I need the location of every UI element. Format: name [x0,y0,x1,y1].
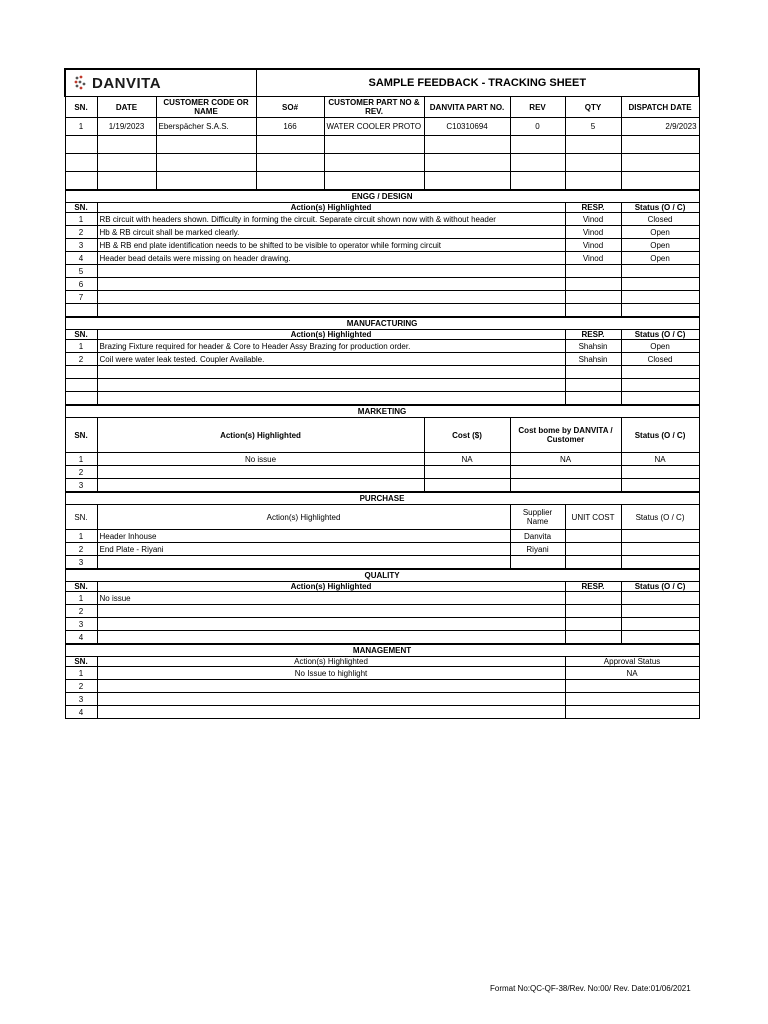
status-cell: NA [621,453,699,466]
resp-cell: Vinod [565,252,621,265]
action-text [97,265,565,278]
logo-text: DANVITA [92,74,162,92]
table-row [65,136,699,154]
section-header-row [65,330,699,340]
table-cell [324,136,424,154]
row-number: 2 [65,543,97,556]
column-header: SN. [65,505,97,530]
status-cell [621,304,699,318]
column-header: RESP. [565,330,621,340]
row-number: 3 [65,618,97,631]
table-cell [565,154,621,172]
row-number: 2 [65,353,97,366]
main-header-row [65,97,699,118]
section-title: MARKETING [65,405,699,418]
column-header: Action(s) Highlighted [97,505,510,530]
approval-cell [565,693,699,706]
resp-cell [565,291,621,304]
table-cell [424,136,510,154]
column-header: RESP. [565,582,621,592]
column-header: SN. [65,97,97,118]
section-title: PURCHASE [65,492,699,505]
table-cell: WATER COOLER PROTO [324,118,424,136]
status-cell [621,592,699,605]
row-number: 1 [65,453,97,466]
supplier-cell: Danvita [510,530,565,543]
table-cell [97,136,156,154]
cost-borne-cell [510,479,621,493]
table-row [65,340,699,353]
table-cell: 5 [565,118,621,136]
column-header: CUSTOMER CODE OR NAME [156,97,256,118]
action-text [97,392,565,406]
column-header: SN. [65,657,97,667]
table-row [65,252,699,265]
section-title-row [65,492,699,505]
row-number: 3 [65,556,97,570]
resp-cell: Shahsin [565,340,621,353]
cost-cell [424,479,510,493]
column-header: UNIT COST [565,505,621,530]
cost-borne-cell: NA [510,453,621,466]
status-cell [621,618,699,631]
section-title: ENGG / DESIGN [65,190,699,203]
table-cell [256,154,324,172]
table-row [65,379,699,392]
resp-cell [565,605,621,618]
action-text: End Plate - Riyani [97,543,510,556]
row-number: 1 [65,213,97,226]
table-row [65,706,699,719]
table-row [65,172,699,191]
table-cell [565,136,621,154]
table-cell [256,136,324,154]
section-header-row [65,418,699,453]
section-header-row [65,505,699,530]
resp-cell: Vinod [565,213,621,226]
action-text: Hb & RB circuit shall be marked clearly. [97,226,565,239]
resp-cell [565,592,621,605]
section-title: MANUFACTURING [65,317,699,330]
table-row [65,667,699,680]
row-number: 3 [65,239,97,252]
section-title-row [65,405,699,418]
section-title: MANAGEMENT [65,644,699,657]
column-header: Approval Status [565,657,699,667]
page-title: SAMPLE FEEDBACK - TRACKING SHEET [256,69,699,97]
table-row [65,118,699,136]
row-number [65,304,97,318]
table-cell [65,154,97,172]
table-cell: C10310694 [424,118,510,136]
column-header: Status (O / C) [621,203,699,213]
action-text [97,479,424,493]
row-number [65,366,97,379]
table-cell [424,154,510,172]
action-text: No issue [97,453,424,466]
resp-cell [565,278,621,291]
table-cell [510,136,565,154]
format-footer: Format No:QC-QF-38/Rev. No:00/ Rev. Date:01/06/2021 [490,984,691,993]
approval-cell [565,706,699,719]
column-header: SN. [65,418,97,453]
table-row [65,618,699,631]
table-row [65,530,699,543]
action-text [97,304,565,318]
column-header: Status (O / C) [621,582,699,592]
status-cell [621,556,699,570]
resp-cell: Vinod [565,239,621,252]
table-row [65,154,699,172]
column-header: REV [510,97,565,118]
table-cell [65,172,97,191]
table-cell [156,172,256,191]
row-number: 1 [65,667,97,680]
column-header: Action(s) Highlighted [97,657,565,667]
table-row [65,265,699,278]
section-title: QUALITY [65,569,699,582]
column-header: SO# [256,97,324,118]
row-number: 2 [65,605,97,618]
action-text [97,631,565,645]
row-number: 3 [65,479,97,493]
table-cell [621,154,699,172]
action-text [97,556,510,570]
row-number: 4 [65,706,97,719]
table-cell: 166 [256,118,324,136]
section-title-row [65,317,699,330]
table-cell [510,154,565,172]
table-cell [97,154,156,172]
status-cell [621,466,699,479]
approval-cell [565,680,699,693]
supplier-cell: Riyani [510,543,565,556]
column-header: SN. [65,582,97,592]
column-header: DANVITA PART NO. [424,97,510,118]
approval-cell: NA [565,667,699,680]
status-cell: Closed [621,213,699,226]
status-cell [621,291,699,304]
column-header: QTY [565,97,621,118]
action-text: Brazing Fixture required for header & Core to Header Assy Brazing for production order. [97,340,565,353]
section-title-row [65,644,699,657]
column-header: SN. [65,203,97,213]
status-cell: Closed [621,353,699,366]
action-text [97,618,565,631]
column-header: Status (O / C) [621,418,699,453]
table-cell [97,172,156,191]
status-cell [621,479,699,493]
row-number: 2 [65,680,97,693]
column-header: CUSTOMER PART NO & REV. [324,97,424,118]
row-number: 6 [65,278,97,291]
action-text [97,693,565,706]
column-header: Status (O / C) [621,330,699,340]
resp-cell [565,304,621,318]
section-header-row [65,657,699,667]
table-row [65,278,699,291]
action-text: No issue [97,592,565,605]
table-cell [65,136,97,154]
column-header: Action(s) Highlighted [97,203,565,213]
section-header-row [65,582,699,592]
row-number: 7 [65,291,97,304]
column-header: Action(s) Highlighted [97,330,565,340]
status-cell [621,605,699,618]
status-cell: Open [621,252,699,265]
row-number: 2 [65,226,97,239]
table-cell [256,172,324,191]
action-text [97,466,424,479]
table-cell [510,172,565,191]
table-row [65,680,699,693]
table-row [65,304,699,318]
table-row [65,366,699,379]
table-cell: 1/19/2023 [97,118,156,136]
column-header: Cost ($) [424,418,510,453]
status-cell [621,631,699,645]
table-cell [156,154,256,172]
status-cell [621,379,699,392]
table-row [65,592,699,605]
row-number: 4 [65,252,97,265]
supplier-cell [510,556,565,570]
status-cell [621,530,699,543]
row-number: 4 [65,631,97,645]
table-row [65,466,699,479]
table-cell: Eberspächer S.A.S. [156,118,256,136]
action-text [97,379,565,392]
table-cell [565,172,621,191]
resp-cell [565,618,621,631]
table-row [65,453,699,466]
status-cell [621,265,699,278]
status-cell [621,366,699,379]
table-row [65,631,699,645]
action-text: HB & RB end plate identification needs to be shifted to be visible to operator while forming circuit [97,239,565,252]
action-text: RB circuit with headers shown. Difficulty in forming the circuit. Separate circuit shown now with & without header [97,213,565,226]
action-text: Coil were water leak tested. Coupler Available. [97,353,565,366]
unit-cost-cell [565,543,621,556]
row-number: 1 [65,340,97,353]
action-text [97,706,565,719]
column-header: Supplier Name [510,505,565,530]
resp-cell [565,366,621,379]
resp-cell: Vinod [565,226,621,239]
danvita-logo-icon [74,75,88,91]
table-row [65,392,699,406]
table-cell [621,136,699,154]
sheet-table [64,68,700,719]
status-cell [621,543,699,556]
column-header: Action(s) Highlighted [97,418,424,453]
action-text: No Issue to highlight [97,667,565,680]
column-header: Status (O / C) [621,505,699,530]
table-row [65,543,699,556]
resp-cell [565,379,621,392]
cost-cell [424,466,510,479]
column-header: DISPATCH DATE [621,97,699,118]
column-header: DATE [97,97,156,118]
unit-cost-cell [565,530,621,543]
table-cell [324,154,424,172]
section-title-row [65,190,699,203]
section-header-row [65,203,699,213]
table-row [65,213,699,226]
action-text: Header Inhouse [97,530,510,543]
row-number: 1 [65,592,97,605]
table-row [65,353,699,366]
resp-cell [565,265,621,278]
table-cell: 2/9/2023 [621,118,699,136]
status-cell [621,392,699,406]
cost-cell: NA [424,453,510,466]
column-header: Cost bome by DANVITA / Customer [510,418,621,453]
status-cell [621,278,699,291]
table-cell [621,172,699,191]
table-row [65,605,699,618]
table-row [65,479,699,493]
table-row [65,556,699,570]
status-cell: Open [621,226,699,239]
table-cell: 0 [510,118,565,136]
row-number: 5 [65,265,97,278]
column-header: Action(s) Highlighted [97,582,565,592]
resp-cell: Shahsin [565,353,621,366]
row-number: 2 [65,466,97,479]
table-cell [424,172,510,191]
resp-cell [565,631,621,645]
table-row [65,693,699,706]
status-cell: Open [621,340,699,353]
table-cell: 1 [65,118,97,136]
section-title-row [65,569,699,582]
action-text [97,680,565,693]
cost-borne-cell [510,466,621,479]
row-number: 3 [65,693,97,706]
row-number: 1 [65,530,97,543]
status-cell: Open [621,239,699,252]
table-row [65,291,699,304]
table-row [65,226,699,239]
action-text [97,291,565,304]
table-cell [324,172,424,191]
table-cell [156,136,256,154]
logo [68,75,254,91]
action-text [97,278,565,291]
action-text [97,366,565,379]
row-number [65,392,97,406]
unit-cost-cell [565,556,621,570]
tracking-sheet [64,68,698,719]
column-header: RESP. [565,203,621,213]
resp-cell [565,392,621,406]
row-number [65,379,97,392]
column-header: SN. [65,330,97,340]
action-text [97,605,565,618]
action-text: Header bead details were missing on header drawing. [97,252,565,265]
table-row [65,239,699,252]
